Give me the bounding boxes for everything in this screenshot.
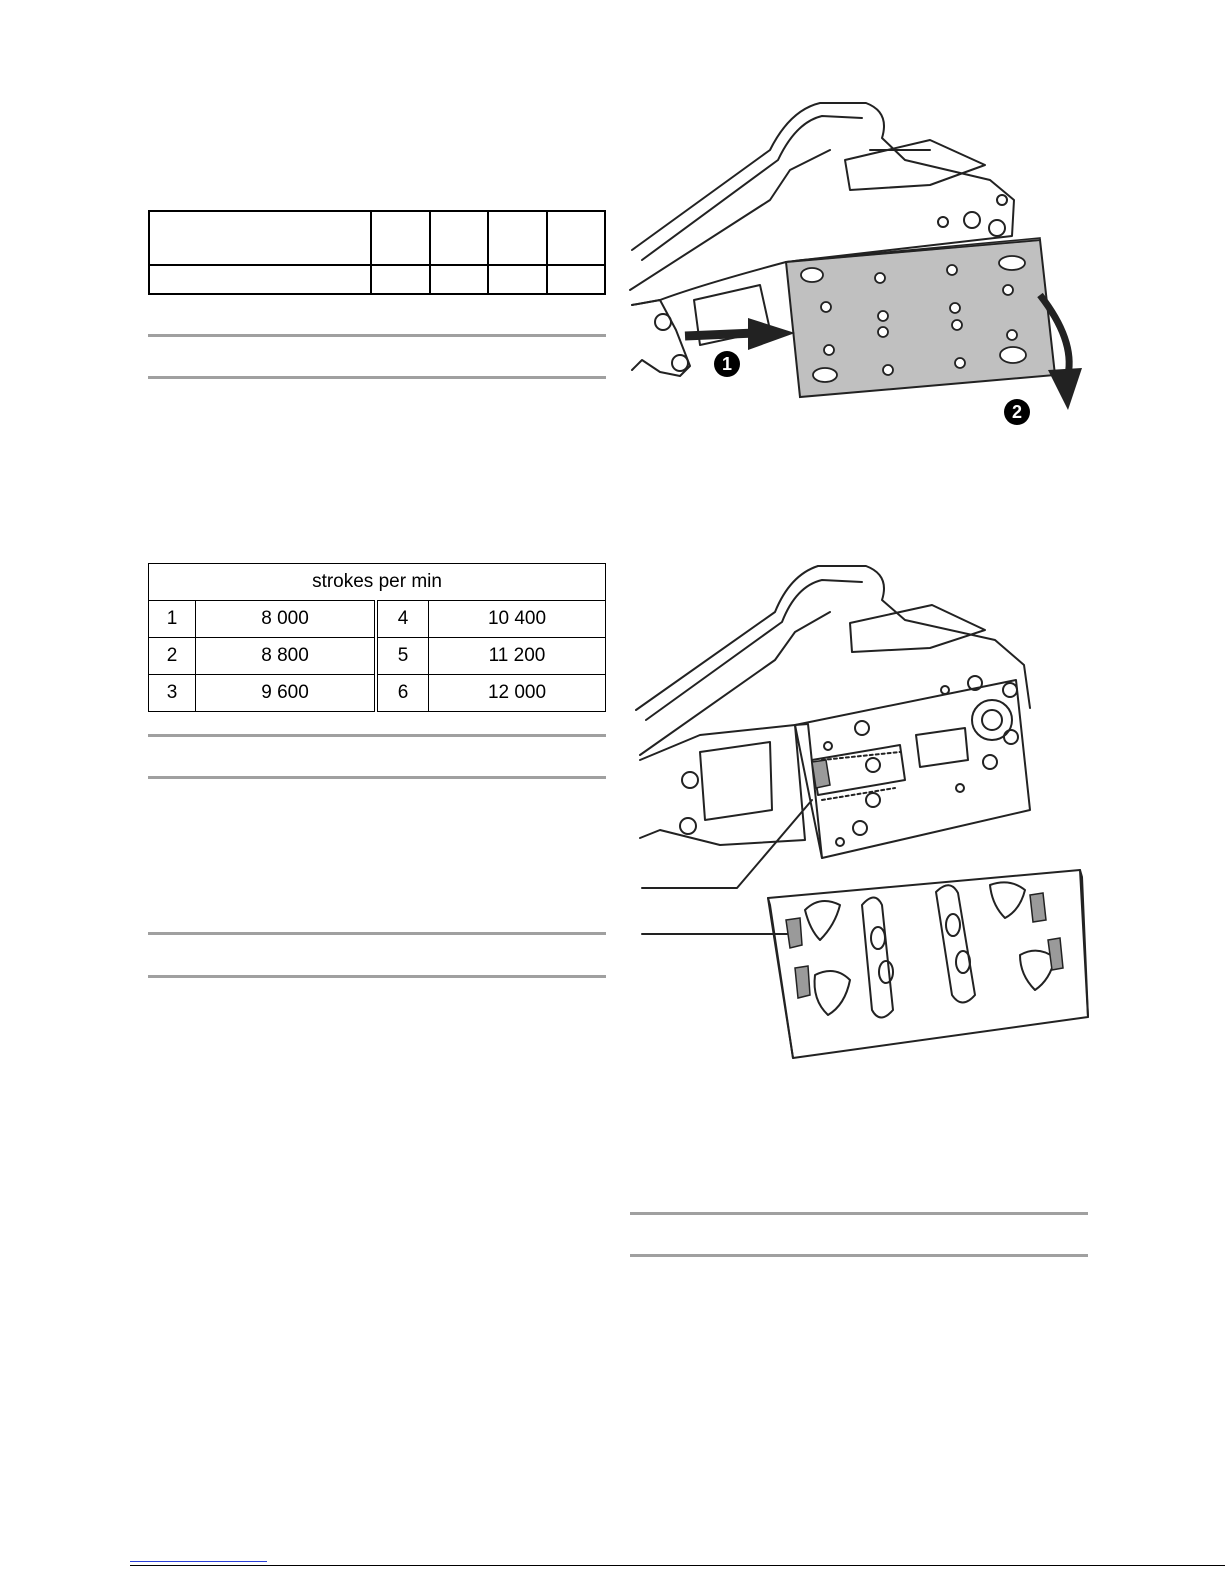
speed-value: 11 200 (429, 638, 606, 675)
speed-value: 12 000 (429, 675, 606, 712)
speed-level: 1 (149, 601, 196, 638)
speed-level: 5 (376, 638, 429, 675)
speed-table-header: strokes per min (149, 564, 606, 601)
footer-divider (130, 1565, 1225, 1566)
speed-level: 2 (149, 638, 196, 675)
speed-value: 8 800 (196, 638, 377, 675)
speed-level: 6 (376, 675, 429, 712)
speed-level: 3 (149, 675, 196, 712)
step-marker-2: 2 (1011, 402, 1023, 422)
speed-level: 4 (376, 601, 429, 638)
footer-link-underline[interactable] (130, 1561, 267, 1562)
speed-value: 10 400 (429, 601, 606, 638)
speed-value: 9 600 (196, 675, 377, 712)
step-marker-1: 1 (721, 354, 733, 374)
speed-value: 8 000 (196, 601, 377, 638)
